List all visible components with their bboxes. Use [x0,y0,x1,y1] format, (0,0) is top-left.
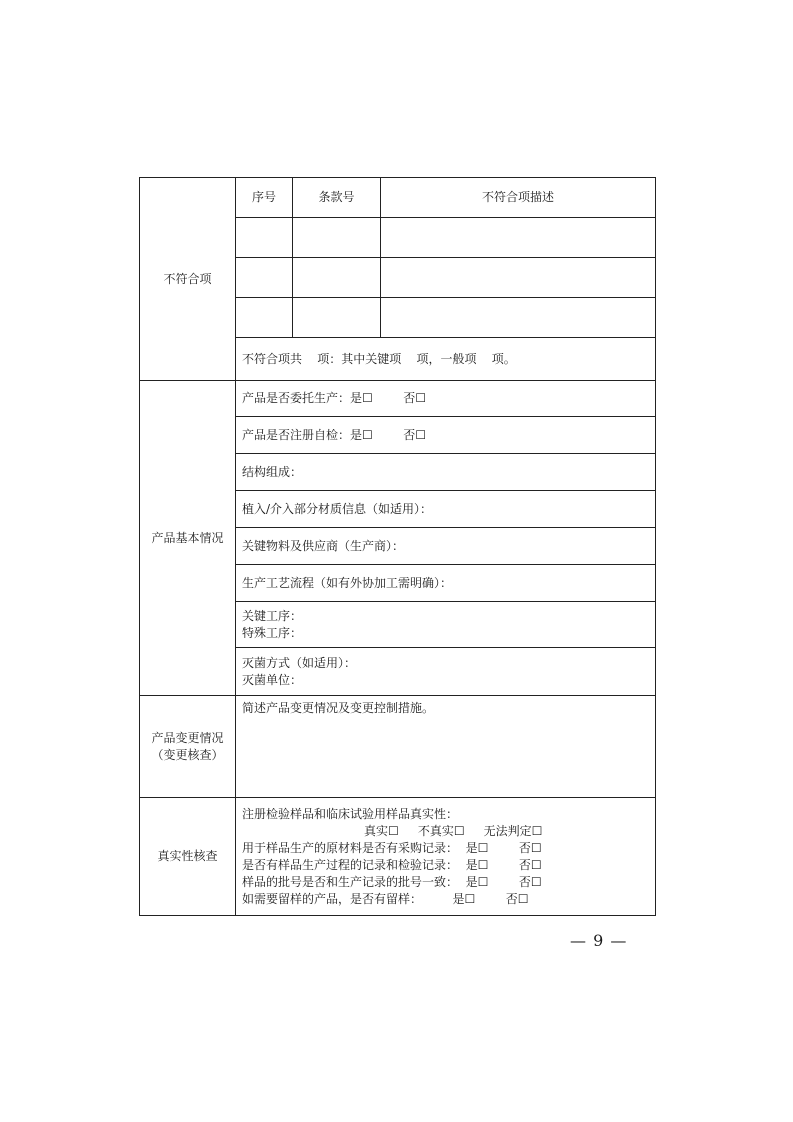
clause-cell[interactable] [293,218,381,258]
sample-authenticity-question: 注册检验样品和临床试验用样品真实性： [242,806,459,821]
process-field[interactable] [236,602,656,648]
retained-sample-question: 如需要留样的产品，是否有留样： 是☐ 否☐ [242,891,529,906]
desc-cell[interactable] [381,298,656,338]
col-seq-header: 序号 [236,178,293,218]
page-number: — 9 — [570,931,628,950]
nonconform-header-row [140,178,656,218]
authenticity-section-label: 真实性核查 [140,798,236,916]
change-label-line1: 产品变更情况 [151,730,224,745]
desc-cell[interactable] [381,218,656,258]
self-inspection-question: 产品是否注册自检：是☐ 否☐ [242,427,427,442]
authenticity-check-field[interactable] [236,798,656,916]
col-desc-header: 不符合项描述 [381,178,656,218]
clause-cell[interactable] [293,298,381,338]
seq-cell[interactable] [236,298,293,338]
special-process-label: 特殊工序： [242,625,303,640]
change-row [140,696,656,798]
batch-number-question: 样品的批号是否和生产记录的批号一致： 是☐ 否☐ [242,874,542,889]
key-process-label: 关键工序： [242,608,303,623]
authenticity-row [140,798,656,916]
sterilization-unit-label: 灭菌单位： [242,672,303,687]
entrusted-production-question: 产品是否委托生产：是☐ 否☐ [242,391,427,405]
supplier-field[interactable]: 关键物料及供应商（生产商）： [236,528,656,565]
inspection-table [139,177,656,916]
nonconform-summary: 不符合项共 项：其中关键项 项，一般项 项。 [242,351,516,366]
authenticity-options: 真实☐ 不真实☐ 无法判定☐ [364,823,543,838]
process-flow-field[interactable]: 生产工艺流程（如有外协加工需明确）： [236,565,656,602]
production-record-question: 是否有样品生产过程的记录和检验记录： 是☐ 否☐ [242,857,542,872]
inspection-form [139,177,655,916]
sterilization-method-label: 灭菌方式（如适用）： [242,655,357,670]
change-description-field[interactable]: 简述产品变更情况及变更控制措施。 [236,696,656,798]
clause-cell[interactable] [293,258,381,298]
product-row [140,381,656,417]
sterilization-field[interactable] [236,648,656,696]
product-section-label: 产品基本情况 [140,381,236,696]
change-label-line2: （变更核查） [151,747,224,762]
nonconform-section-label: 不符合项 [140,178,236,381]
purchase-record-question: 用于样品生产的原材料是否有采购记录： 是☐ 否☐ [242,840,542,855]
seq-cell[interactable] [236,258,293,298]
structure-field[interactable]: 结构组成： [236,454,656,491]
seq-cell[interactable] [236,218,293,258]
desc-cell[interactable] [381,258,656,298]
col-clause-header: 条款号 [293,178,381,218]
material-info-field[interactable]: 植入/介入部分材质信息（如适用）： [236,491,656,528]
change-section-label [140,696,236,798]
